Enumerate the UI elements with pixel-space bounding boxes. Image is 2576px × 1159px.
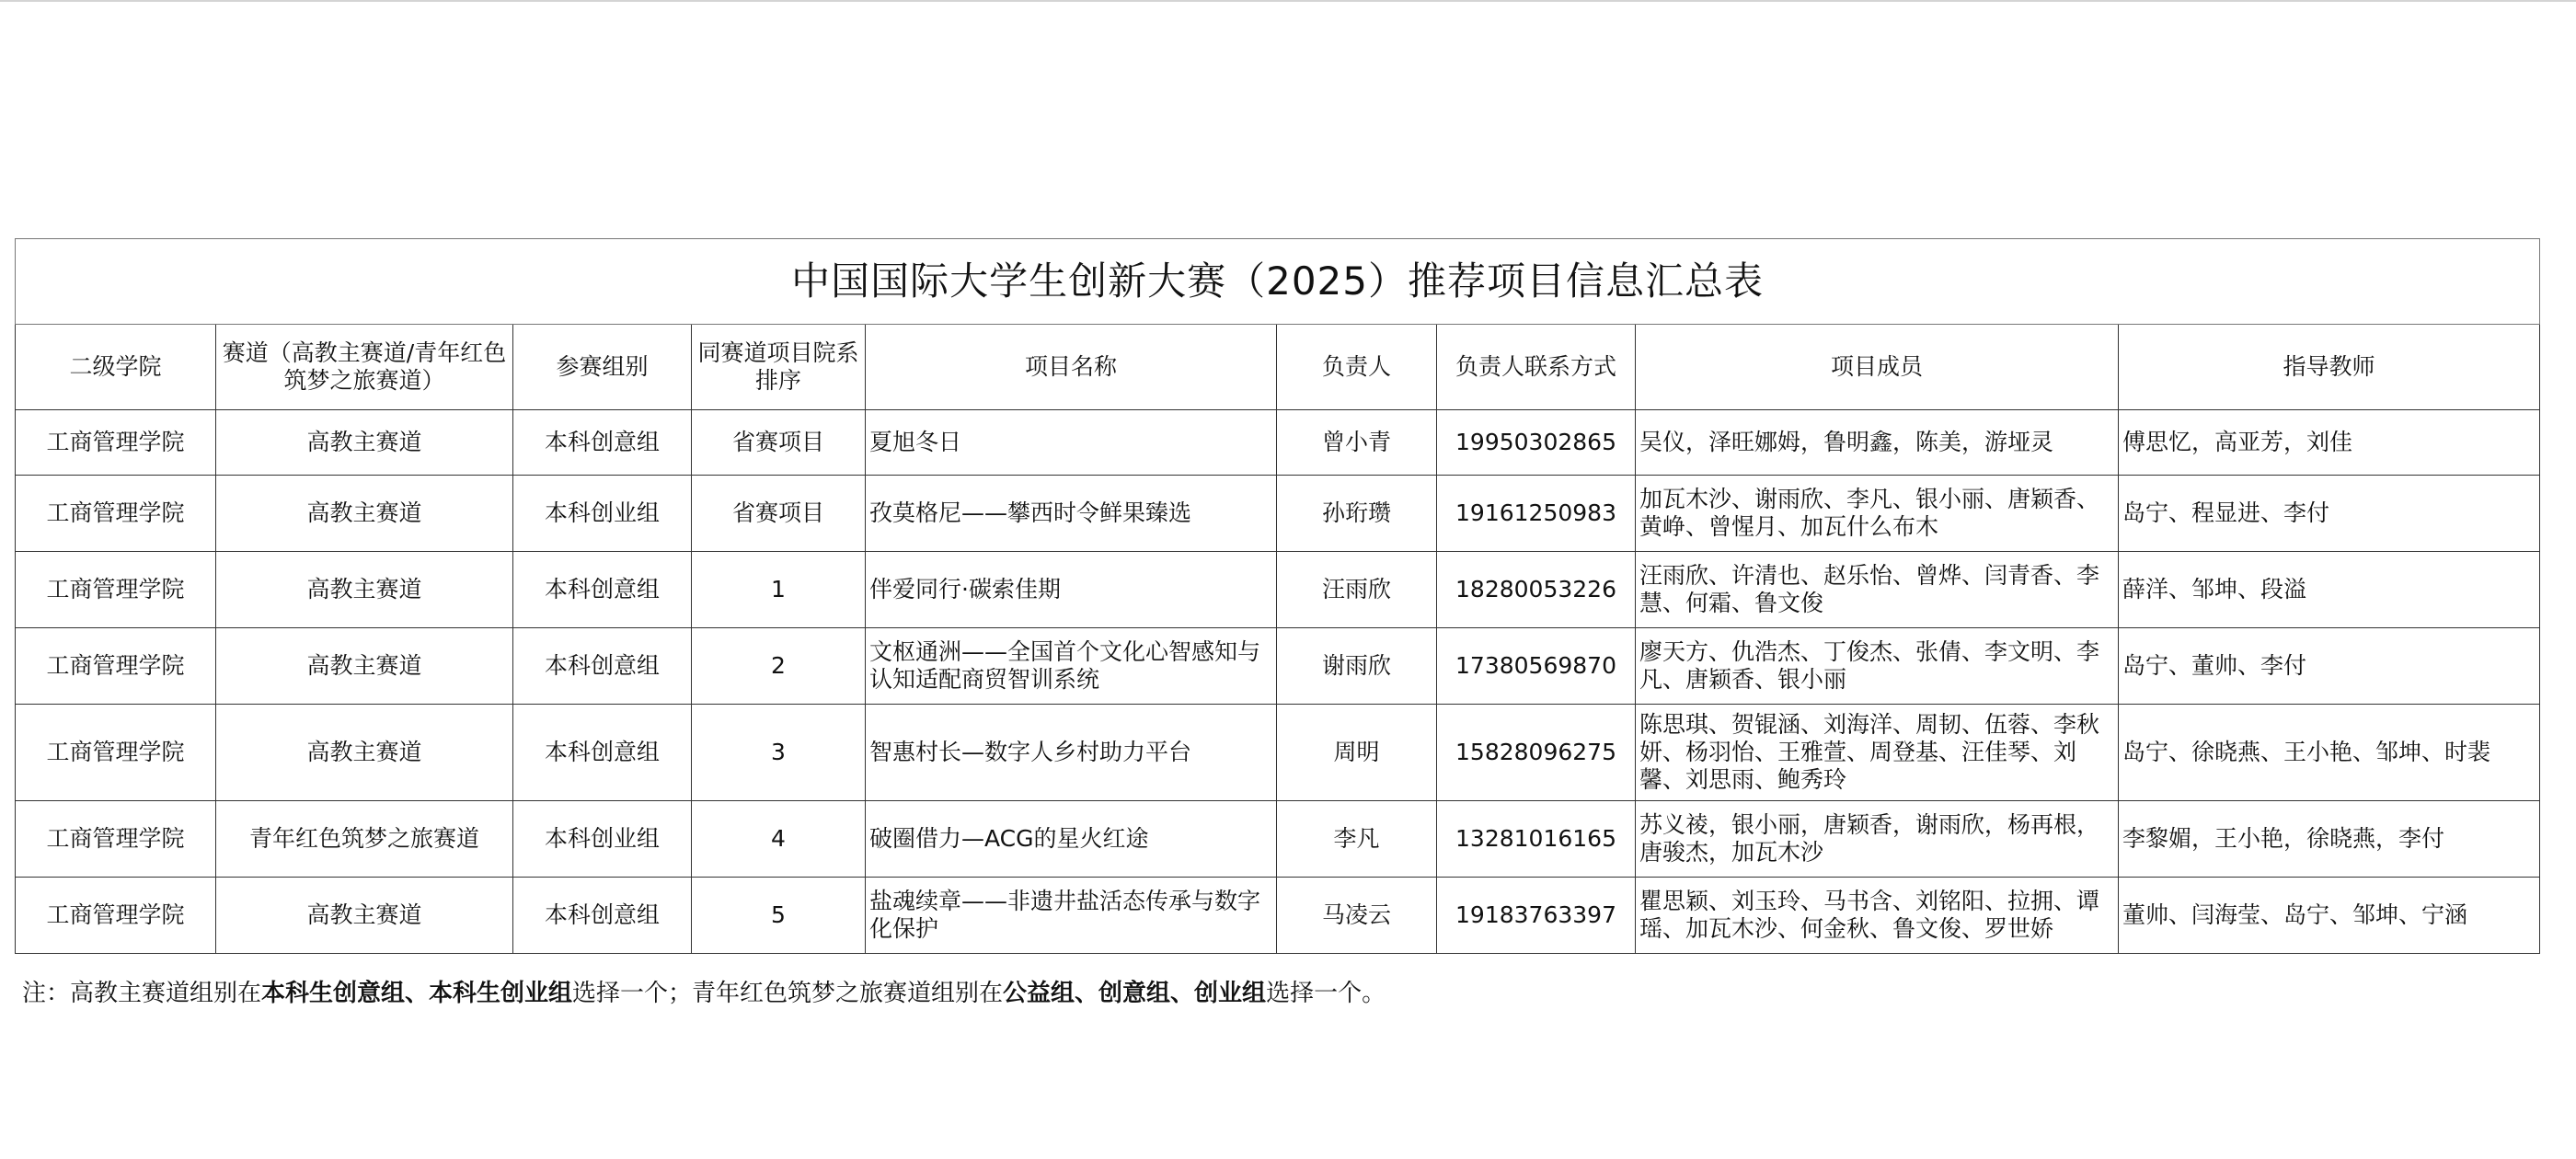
- cell-advisors: 董帅、闫海莹、岛宁、邹坤、宁涵: [2119, 878, 2540, 954]
- table-row: [16, 628, 2540, 705]
- cell-college: 工商管理学院: [16, 476, 216, 552]
- cell-track: 高教主赛道: [216, 705, 513, 801]
- cell-contact: 13281016165: [1437, 801, 1636, 878]
- cell-group: 本科创意组: [513, 628, 692, 705]
- cell-group: 本科创意组: [513, 705, 692, 801]
- note-prefix: 注：高教主赛道组别在: [22, 980, 262, 1007]
- cell-members: 汪雨欣、许清也、赵乐怡、曾烨、闫青香、李慧、何霜、鲁文俊: [1636, 552, 2119, 628]
- header-contact: 负责人联系方式: [1437, 325, 1636, 410]
- cell-group: 本科创意组: [513, 410, 692, 476]
- note-bold-groups: 本科生创意组、本科生创业组: [261, 980, 573, 1007]
- cell-college: 工商管理学院: [16, 705, 216, 801]
- cell-advisors: 岛宁、徐晓燕、王小艳、邹坤、时裴: [2119, 705, 2540, 801]
- cell-rank: 2: [692, 628, 866, 705]
- header-track: 赛道（高教主赛道/青年红色筑梦之旅赛道）: [216, 325, 513, 410]
- cell-group: 本科创意组: [513, 878, 692, 954]
- cell-contact: 19950302865: [1437, 410, 1636, 476]
- cell-college: 工商管理学院: [16, 878, 216, 954]
- table-row: [16, 552, 2540, 628]
- cell-leader: 马凌云: [1277, 878, 1437, 954]
- header-members: 项目成员: [1636, 325, 2119, 410]
- header-group: 参赛组别: [513, 325, 692, 410]
- cell-contact: 19161250983: [1437, 476, 1636, 552]
- note-middle: 选择一个；青年红色筑梦之旅赛道组别在: [572, 980, 1004, 1007]
- header-advisors: 指导教师: [2119, 325, 2540, 410]
- table-row: [16, 476, 2540, 552]
- cell-members: 加瓦木沙、谢雨欣、李凡、银小丽、唐颖香、黄峥、曾惺月、加瓦什么布木: [1636, 476, 2119, 552]
- cell-leader: 李凡: [1277, 801, 1437, 878]
- cell-rank: 5: [692, 878, 866, 954]
- header-college: 二级学院: [16, 325, 216, 410]
- cell-members: 苏义祾，银小丽，唐颖香，谢雨欣，杨再根，唐骏杰，加瓦木沙: [1636, 801, 2119, 878]
- header-leader: 负责人: [1277, 325, 1437, 410]
- cell-advisors: 岛宁、董帅、李付: [2119, 628, 2540, 705]
- cell-project: 盐魂续章——非遗井盐活态传承与数字化保护: [866, 878, 1277, 954]
- cell-track: 高教主赛道: [216, 552, 513, 628]
- table-row: [16, 801, 2540, 878]
- cell-rank: 4: [692, 801, 866, 878]
- cell-college: 工商管理学院: [16, 552, 216, 628]
- summary-sheet: [15, 238, 2539, 954]
- cell-project: 智惠村长—数字人乡村助力平台: [866, 705, 1277, 801]
- cell-advisors: 李黎媚，王小艳，徐晓燕，李付: [2119, 801, 2540, 878]
- cell-contact: 19183763397: [1437, 878, 1636, 954]
- cell-project: 破圈借力—ACG的星火红途: [866, 801, 1277, 878]
- cell-college: 工商管理学院: [16, 628, 216, 705]
- cell-project: 夏旭冬日: [866, 410, 1277, 476]
- cell-members: 陈思琪、贺锟涵、刘海洋、周韧、伍蓉、李秋妍、杨羽怡、王雅萱、周登基、汪佳琴、刘馨、刘思雨、鲍秀玲: [1636, 705, 2119, 801]
- header-project: 项目名称: [866, 325, 1277, 410]
- cell-leader: 汪雨欣: [1277, 552, 1437, 628]
- cell-leader: 孙珩瓒: [1277, 476, 1437, 552]
- cell-members: 廖天方、仇浩杰、丁俊杰、张倩、李文明、李凡、唐颖香、银小丽: [1636, 628, 2119, 705]
- cell-leader: 曾小青: [1277, 410, 1437, 476]
- top-border-line: [0, 0, 2576, 2]
- table-header-row: [16, 325, 2540, 410]
- cell-advisors: 薛洋、邹坤、段溢: [2119, 552, 2540, 628]
- cell-college: 工商管理学院: [16, 410, 216, 476]
- cell-rank: 省赛项目: [692, 476, 866, 552]
- cell-college: 工商管理学院: [16, 801, 216, 878]
- cell-rank: 3: [692, 705, 866, 801]
- table-row: [16, 410, 2540, 476]
- cell-track: 高教主赛道: [216, 476, 513, 552]
- cell-advisors: 岛宁、程显进、李付: [2119, 476, 2540, 552]
- cell-group: 本科创业组: [513, 476, 692, 552]
- table-row: [16, 878, 2540, 954]
- cell-track: 高教主赛道: [216, 410, 513, 476]
- cell-contact: 15828096275: [1437, 705, 1636, 801]
- cell-group: 本科创意组: [513, 552, 692, 628]
- cell-leader: 周明: [1277, 705, 1437, 801]
- cell-members: 瞿思颖、刘玉玲、马书含、刘铭阳、拉拥、谭瑶、加瓦木沙、何金秋、鲁文俊、罗世娇: [1636, 878, 2119, 954]
- cell-project: 孜莫格尼——攀西时令鲜果臻选: [866, 476, 1277, 552]
- cell-contact: 17380569870: [1437, 628, 1636, 705]
- cell-track: 青年红色筑梦之旅赛道: [216, 801, 513, 878]
- project-summary-table: [15, 238, 2540, 954]
- cell-rank: 1: [692, 552, 866, 628]
- footnote: [22, 978, 1386, 1009]
- table-title: 中国国际大学生创新大赛（2025）推荐项目信息汇总表: [16, 239, 2540, 325]
- cell-track: 高教主赛道: [216, 878, 513, 954]
- cell-project: 伴爱同行·碳索佳期: [866, 552, 1277, 628]
- note-suffix: 选择一个。: [1266, 980, 1386, 1007]
- note-bold-groups-red-track: 公益组、创意组、创业组: [1003, 980, 1267, 1007]
- cell-advisors: 傅思忆，高亚芳，刘佳: [2119, 410, 2540, 476]
- cell-members: 吴仪，泽旺娜姆，鲁明鑫，陈美，游垭灵: [1636, 410, 2119, 476]
- cell-track: 高教主赛道: [216, 628, 513, 705]
- cell-group: 本科创业组: [513, 801, 692, 878]
- header-rank: 同赛道项目院系排序: [692, 325, 866, 410]
- table-row: [16, 705, 2540, 801]
- cell-rank: 省赛项目: [692, 410, 866, 476]
- cell-leader: 谢雨欣: [1277, 628, 1437, 705]
- cell-contact: 18280053226: [1437, 552, 1636, 628]
- cell-project: 文枢通洲——全国首个文化心智感知与认知适配商贸智训系统: [866, 628, 1277, 705]
